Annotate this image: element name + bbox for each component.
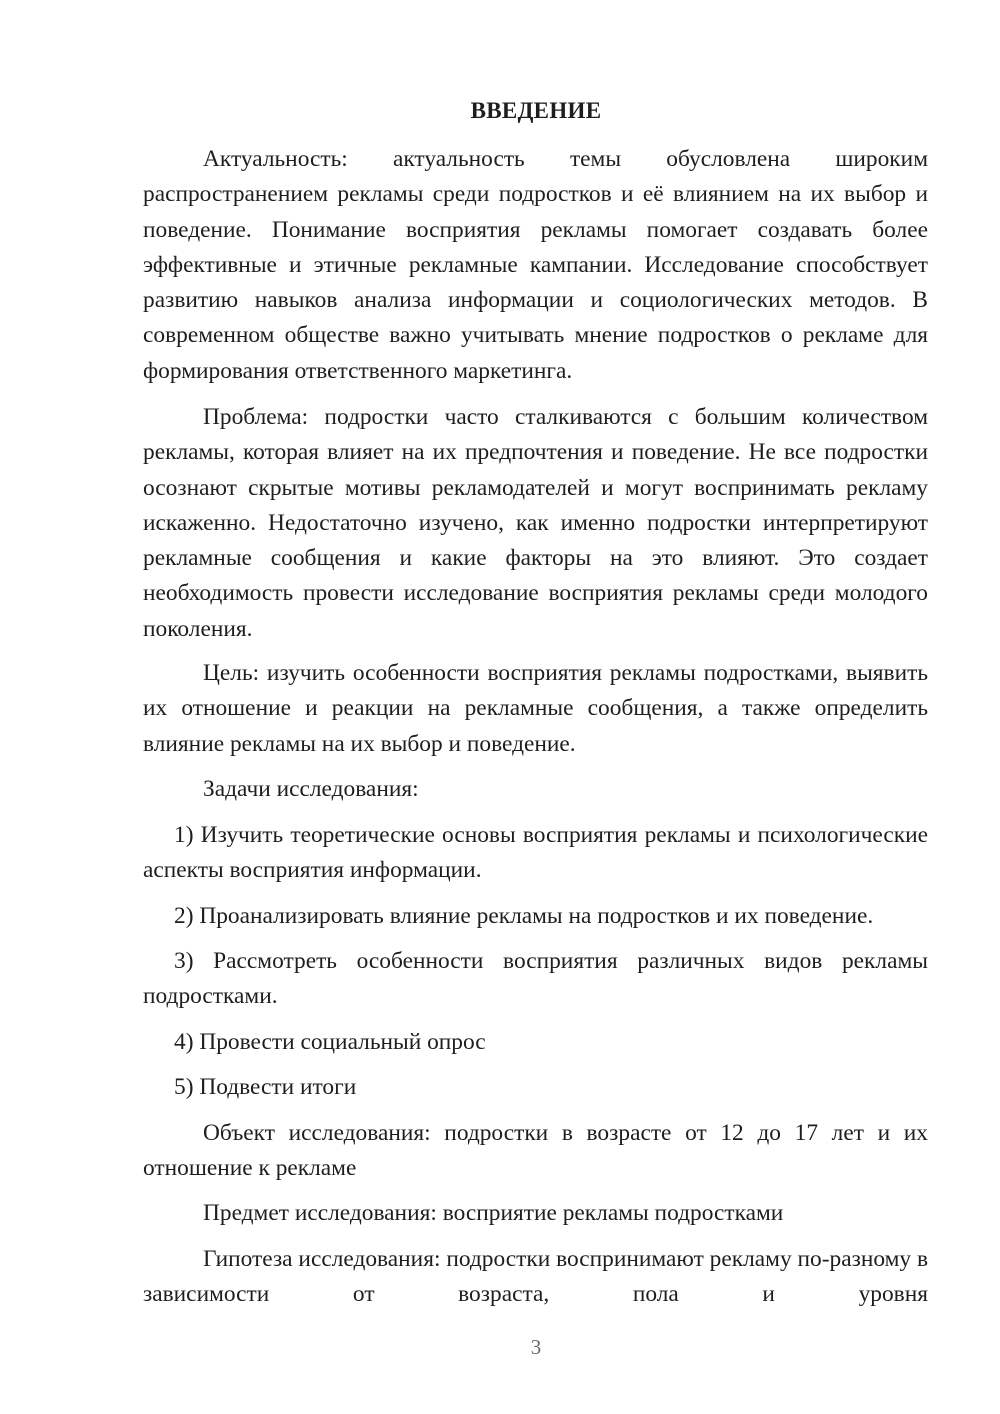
problem-paragraph: Проблема: подростки часто сталкиваются с большим количеством рекламы, которая влияет на их предпочтения и поведение. Не все подростки осознают скрытые мотивы рекламодателей и могут воспринимать рекламу искаженно. Недостаточно изучено, как именно подростки интерпретируют рекламные сообщения и какие факторы на это влияют. Это создает необходимость провести исследование восприятия рекламы среди молодого поколения. — [143, 404, 928, 642]
object-paragraph: Объект исследования: подростки в возрасте от 12 до 17 лет и их отношение к рекламе — [143, 1120, 928, 1182]
task-item-2: 2) Проанализировать влияние рекламы на подростков и их поведение. — [174, 903, 874, 929]
goal-paragraph: Цель: изучить особенности восприятия рекламы подростками, выявить их отношение и реакции на рекламные сообщения, а также определить влияние рекламы на их выбор и поведение. — [143, 660, 928, 757]
hypothesis-paragraph: Гипотеза исследования: подростки воспринимают рекламу по-разному в зависимости от возраста, пола и уровня — [143, 1246, 928, 1308]
subject-paragraph: Предмет исследования: восприятие рекламы подростками — [203, 1200, 784, 1226]
task-item-5: 5) Подвести итоги — [174, 1074, 357, 1100]
page-number: 3 — [530, 1335, 542, 1359]
task-item-4: 4) Провести социальный опрос — [174, 1029, 486, 1055]
task-item-1: 1) Изучить теоретические основы восприятия рекламы и психологические аспекты восприятия информации. — [143, 822, 928, 884]
tasks-heading: Задачи исследования: — [203, 776, 419, 802]
task-item-3: 3) Рассмотреть особенности восприятия различных видов рекламы подростками. — [143, 948, 928, 1010]
section-title: ВВЕДЕНИЕ — [470, 98, 602, 123]
relevance-paragraph: Актуальность: актуальность темы обусловлена широким распространением рекламы среди подростков и её влиянием на их выбор и поведение. Понимание восприятия рекламы помогает создавать более эффективные и этичные рекламные кампании. Исследование способствует развитию навыков анализа информации и социологических методов. В современном обществе важно учитывать мнение подростков о рекламе для формирования ответственного маркетинга. — [143, 146, 928, 384]
